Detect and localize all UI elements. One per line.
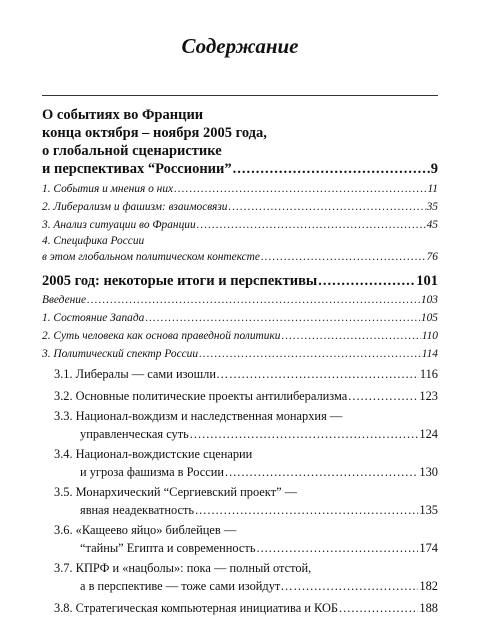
dot-leader <box>145 311 420 325</box>
dot-leader <box>174 182 426 196</box>
toc-page-number: 123 <box>419 389 438 403</box>
toc-entry[interactable] <box>80 427 438 442</box>
dot-leader <box>339 601 418 616</box>
toc-page-number: 9 <box>430 161 438 177</box>
toc-entry-first-line: 3.5. Монархический “Сергиевский проект” — <box>54 485 298 499</box>
toc-entry-label: 1. События и мнения о них <box>42 183 174 195</box>
toc-entry[interactable] <box>80 503 438 518</box>
toc-page-number: 188 <box>419 601 438 615</box>
toc-page-number: 11 <box>427 183 438 195</box>
toc-entry-label: 1. Состояние Запада <box>42 312 145 324</box>
toc-entry[interactable] <box>80 579 438 594</box>
toc-entry-label: 3.1. Либералы — сами изошли… <box>54 367 229 381</box>
toc-entry-label: 2. Суть человека как основа праведной политики <box>42 330 281 342</box>
dot-leader <box>233 160 430 178</box>
toc-entry-first-line: 3.3. Национал-вождизм и наследственная монархия — <box>54 409 343 423</box>
toc-entry-label: и угроза фашизма в России <box>80 465 224 479</box>
toc-entry[interactable] <box>54 367 438 382</box>
toc-entry-label: 3. Политический спектр России <box>42 348 199 360</box>
dot-leader <box>261 250 426 264</box>
dot-leader <box>282 329 421 343</box>
toc-entry[interactable] <box>42 200 438 214</box>
toc-entry-label: и перспективах “Россионии” <box>42 161 232 177</box>
toc-entry[interactable] <box>42 293 438 307</box>
dot-leader <box>256 541 418 556</box>
toc-entry[interactable] <box>42 182 438 196</box>
dot-leader <box>197 218 426 232</box>
dot-leader <box>294 579 419 594</box>
toc-entry[interactable] <box>54 389 438 404</box>
toc-entry[interactable] <box>42 311 438 325</box>
dot-leader <box>199 347 421 361</box>
toc-page-number: 45 <box>426 219 438 231</box>
toc-page-number: 116 <box>419 367 438 381</box>
divider <box>42 95 438 96</box>
dot-leader <box>348 389 418 404</box>
toc-page-number: 101 <box>416 273 438 289</box>
toc-entry-label: 3.2. Основные политические проекты антилиберализма <box>54 389 348 403</box>
part-1-title-line-1: О событиях во Франции <box>42 107 204 123</box>
toc-entry-label: в этом глобальном политическом контексте <box>42 251 260 263</box>
toc-entry[interactable] <box>80 465 438 480</box>
toc-entry-label: явная неадекватность <box>80 503 195 517</box>
dot-leader <box>228 200 425 214</box>
toc-page-number: 182 <box>419 579 438 593</box>
dot-leader <box>229 367 418 382</box>
toc-entry[interactable] <box>80 541 438 556</box>
toc-entry[interactable] <box>42 347 438 361</box>
toc-entry-label: 2. Либерализм и фашизм: взаимосвязи <box>42 201 228 213</box>
part-1-title-line-2: конца октября – ноября 2005 года, <box>42 125 267 141</box>
toc-entry[interactable] <box>54 601 438 616</box>
toc-entry-label: 3. Анализ ситуации во Франции <box>42 219 196 231</box>
part-1-title-line-3: о глобальной сценаристике <box>42 143 222 159</box>
toc-entry-label: 2005 год: некоторые итоги и перспективы <box>42 273 318 289</box>
dot-leader <box>190 427 419 442</box>
toc-entry-part-2[interactable] <box>42 272 438 290</box>
toc-entry-label: 3.8. Стратегическая компьютерная инициатива и КОБ <box>54 601 339 615</box>
dot-leader <box>195 503 418 518</box>
toc-page-number: 124 <box>419 427 438 441</box>
toc-page-number: 103 <box>420 294 438 306</box>
toc-page-number: 35 <box>426 201 438 213</box>
toc-entry-label: Введение <box>42 294 87 306</box>
toc-entry-label: а в перспективе — тоже сами изойдут… <box>80 579 293 593</box>
toc-entry-first-line: 4. Специфика России <box>42 235 145 247</box>
toc-page-number: 135 <box>419 503 438 517</box>
toc-entry[interactable] <box>42 329 438 343</box>
toc-entry-first-line: 3.4. Национал-вождистские сценарии <box>54 447 253 461</box>
dot-leader <box>225 465 418 480</box>
toc-page-number: 105 <box>420 312 438 324</box>
toc-page-number: 110 <box>421 330 438 342</box>
page-title: Содержание <box>181 34 299 58</box>
toc-page-number: 114 <box>421 348 438 360</box>
toc-entry-first-line: 3.6. «Кащеево яйцо» библейцев — <box>54 523 237 537</box>
toc-entry[interactable] <box>42 218 438 232</box>
toc-entry-label: “тайны” Египта и современность <box>80 541 256 555</box>
toc-entry[interactable] <box>42 250 438 264</box>
toc-page-number: 76 <box>426 251 438 263</box>
toc-entry-first-line: 3.7. КПРФ и «нацболы»: пока — полный отстой, <box>54 561 312 575</box>
toc-entry-part-1[interactable] <box>42 160 438 178</box>
toc-entry-label: управленческая суть <box>80 427 189 441</box>
toc-page-number: 174 <box>419 541 438 555</box>
dot-leader <box>87 293 420 307</box>
toc-page-number: 130 <box>419 465 438 479</box>
dot-leader <box>318 272 415 290</box>
